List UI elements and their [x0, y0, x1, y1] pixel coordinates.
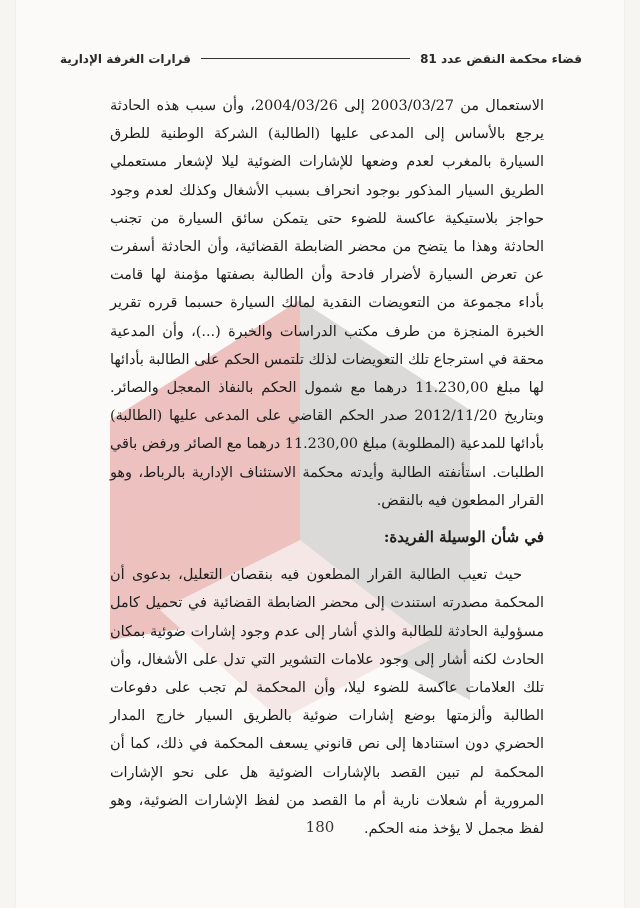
header-left-title: قرارات الغرفة الإدارية — [60, 52, 191, 66]
section-heading: في شأن الوسيلة الفريدة: — [383, 528, 544, 547]
header-rule — [201, 58, 410, 59]
body-text — [110, 92, 544, 843]
page-number: 180 — [305, 818, 335, 836]
header-right-title: قضاء محكمة النقض عدد 81 — [420, 52, 582, 66]
page-header — [60, 42, 582, 66]
paragraph-1: الاستعمال من 2003/03/27 إلى 2004/03/26، وأن سبب هذه الحادثة يرجع بالأساس إلى المدعى عليها (الطالبة) الشركة الوطنية للطرق السيارة بالمغرب لعدم وضعها للإشارات الضوئية ليلا لإشعار مستعملي الطريق السيار المذكور بوجود انحراف بسبب الأشغال وكذلك لعدم وجود حواجز بلاستيكية عاكسة للضوء حتى يتمكن سائق السيارة من تجنب الحادثة وهذا ما يتضح من محضر الضابطة القضائية، وأن الحادثة أسفرت عن تعرض السيارة لأضرار فادحة وأن الطالبة بصفتها مؤمنة لها قامت بأداء مجموعة من التعويضات النقدية لمالك السيارة حسبما قرره تقرير الخبرة المنجزة من طرف مكتب الدراسات والخبرة (...)، وأن المدعية محقة في استرجاع تلك التعويضات لذلك تلتمس الحكم على الطالبة بأدائها لها مبلغ 11.230,00 درهما مع شمول الحكم بالنفاذ المعجل والصائر. وبتاريخ 2012/11/20 صدر الحكم القاضي على المدعى عليها (الطالبة) بأدائها للمدعية (المطلوبة) مبلغ 11.230,00 درهما مع الصائر ورفض باقي الطلبات. استأنفته الطالبة وأيدته محكمة الاستئناف الإدارية بالرباط، وهو القرار المطعون فيه بالنقض. — [110, 98, 544, 509]
paragraph-2: حيث تعيب الطالبة القرار المطعون فيه بنقصان التعليل، بدعوى أن المحكمة مصدرته استندت إلى محضر الضابطة القضائية في تحميل كامل مسؤولية الحادثة للطالبة والذي أشار إلى عدم وجود إشارات ضوئية بمكان الحادث لكنه أشار إلى وجود علامات التشوير التي تدل على الأشغال، وأن تلك العلامات عاكسة للضوء ليلا، وأن المحكمة لم تجب على دفوعات الطالبة وألزمتها بوضع إشارات ضوئية بالطريق السيار خارج المدار الحضري دون استنادها إلى نص قانوني يسعف المحكمة في ذلك، كما أن المحكمة لم تبين القصد بالإشارات الضوئية هل على نحو الإشارات المرورية أم شعلات نارية أم ما القصد من لفظ الإشارات الضوئية، وهو لفظ مجمل لا يؤخذ منه الحكم. — [110, 567, 545, 838]
